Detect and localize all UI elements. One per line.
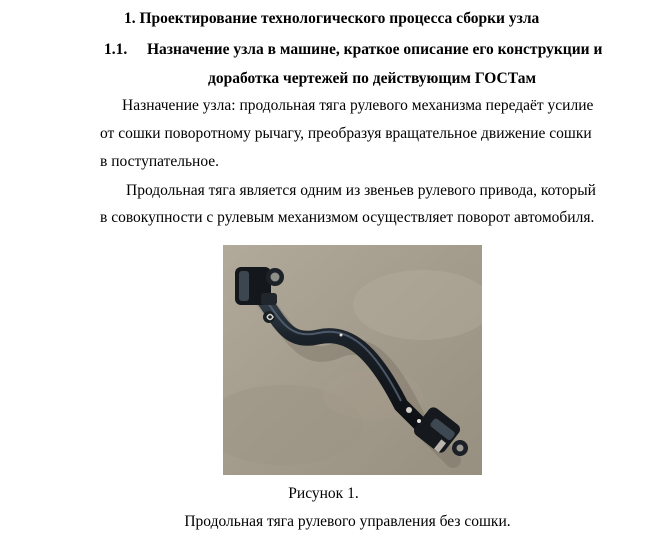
figure-caption-number: Рисунок 1. bbox=[288, 485, 359, 502]
paragraph-2-line-2: в совокупности с рулевым механизмом осуществляет поворот автомобиля. bbox=[100, 209, 595, 226]
paragraph-2-line-1: Продольная тяга является одним из звеньев рулевого привода, который bbox=[126, 182, 596, 199]
subsection-heading-line1: Назначение узла в машине, краткое описание его конструкции и bbox=[147, 41, 603, 58]
section-heading: 1. Проектирование технологического процесса сборки узла bbox=[124, 10, 540, 27]
paragraph-1-line-2: от сошки поворотному рычагу, преобразуя вращательное движение сошки bbox=[100, 125, 592, 142]
steering-drag-link-photo bbox=[223, 245, 482, 475]
figure-caption-text: Продольная тяга рулевого управления без сошки. bbox=[184, 513, 511, 530]
subsection-number: 1.1. bbox=[104, 41, 128, 58]
subsection-heading-line2: доработка чертежей по действующим ГОСТам bbox=[208, 70, 536, 87]
paragraph-1-line-1: Назначение узла: продольная тяга рулевого механизма передаёт усилие bbox=[122, 97, 594, 114]
paragraph-1-line-3: в поступательное. bbox=[100, 153, 220, 170]
